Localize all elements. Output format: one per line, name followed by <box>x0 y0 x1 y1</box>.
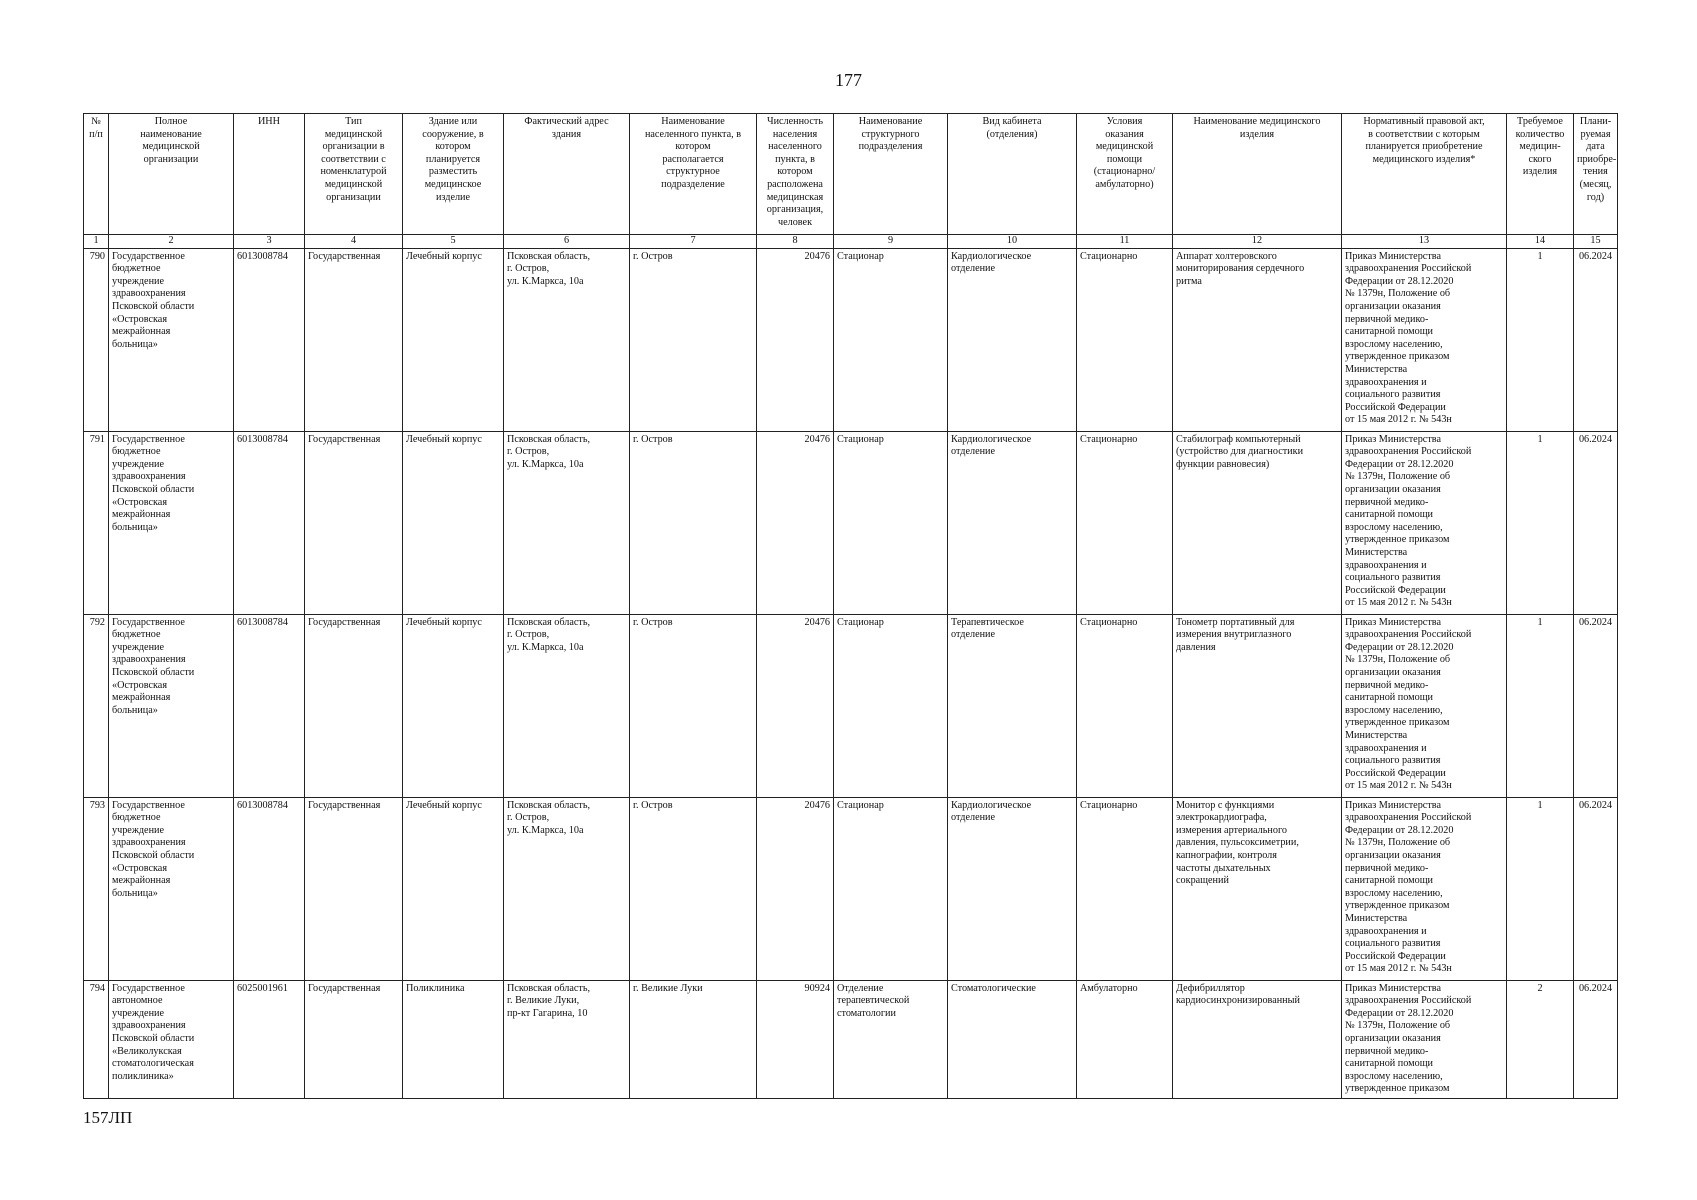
conditions: Стационарно <box>1077 797 1173 980</box>
building: Лечебный корпус <box>403 431 504 614</box>
cabinet: Кардиологическое отделение <box>948 797 1077 980</box>
planned-date: 06.2024 <box>1574 614 1618 797</box>
device-name: Дефибриллятор кардиосинхронизированный <box>1173 980 1342 1098</box>
header-cabinet: Вид кабинета (отделения) <box>948 114 1077 235</box>
conditions: Амбулаторно <box>1077 980 1173 1098</box>
legal-act: Приказ Министерства здравоохранения Российской Федерации от 28.12.2020 № 1379н, Положение об организации оказания первичной медико- санитарной помощи взрослому населению, утвержденное приказом <box>1342 980 1507 1098</box>
device-name: Стабилограф компьютерный (устройство для диагностики функции равновесия) <box>1173 431 1342 614</box>
legal-act: Приказ Министерства здравоохранения Российской Федерации от 28.12.2020 № 1379н, Положение об организации оказания первичной медико- санитарной помощи взрослому населению, утвержденное приказом Министерства здравоохранения и социального развития Российской Федерации от 15 мая 2012 г. № 543н <box>1342 797 1507 980</box>
quantity: 1 <box>1507 431 1574 614</box>
org-name: Государственное бюджетное учреждение здравоохранения Псковской области «Островская межрайонная больница» <box>109 797 234 980</box>
address: Псковская область, г. Остров, ул. К.Маркса, 10а <box>504 248 630 431</box>
population: 20476 <box>757 614 834 797</box>
org-name: Государственное бюджетное учреждение здравоохранения Псковской области «Островская межрайонная больница» <box>109 614 234 797</box>
equipment-table <box>83 113 1618 1099</box>
planned-date: 06.2024 <box>1574 797 1618 980</box>
header-address: Фактический адрес здания <box>504 114 630 235</box>
planned-date: 06.2024 <box>1574 980 1618 1098</box>
locality: г. Остров <box>630 614 757 797</box>
header-conditions: Условия оказания медицинской помощи (стационарно/ амбулаторно) <box>1077 114 1173 235</box>
column-number: 14 <box>1507 235 1574 249</box>
planned-date: 06.2024 <box>1574 248 1618 431</box>
header-locality: Наименование населенного пункта, в котором располагается структурное подразделение <box>630 114 757 235</box>
page-number: 177 <box>835 70 862 90</box>
header-org: Полное наименование медицинской организации <box>109 114 234 235</box>
inn: 6013008784 <box>234 431 305 614</box>
row-number: 793 <box>84 797 109 980</box>
column-number: 2 <box>109 235 234 249</box>
column-number: 12 <box>1173 235 1342 249</box>
column-number: 9 <box>834 235 948 249</box>
column-number: 4 <box>305 235 403 249</box>
column-number: 3 <box>234 235 305 249</box>
legal-act: Приказ Министерства здравоохранения Российской Федерации от 28.12.2020 № 1379н, Положение об организации оказания первичной медико- санитарной помощи взрослому населению, утвержденное приказом Министерства здравоохранения и социального развития Российской Федерации от 15 мая 2012 г. № 543н <box>1342 431 1507 614</box>
header-device: Наименование медицинского изделия <box>1173 114 1342 235</box>
column-number: 10 <box>948 235 1077 249</box>
building: Поликлиника <box>403 980 504 1098</box>
header-legal-act: Нормативный правовой акт, в соответствии с которым планируется приобретение медицинского изделия* <box>1342 114 1507 235</box>
division: Стационар <box>834 431 948 614</box>
column-number: 8 <box>757 235 834 249</box>
column-number: 6 <box>504 235 630 249</box>
device-name: Тонометр портативный для измерения внутриглазного давления <box>1173 614 1342 797</box>
division: Стационар <box>834 248 948 431</box>
population: 20476 <box>757 248 834 431</box>
population: 20476 <box>757 431 834 614</box>
inn: 6025001961 <box>234 980 305 1098</box>
row-number: 791 <box>84 431 109 614</box>
header-date: Плани- руемая дата приобре- тения (месяц, год) <box>1574 114 1618 235</box>
table-row <box>84 980 1618 1098</box>
inn: 6013008784 <box>234 248 305 431</box>
locality: г. Великие Луки <box>630 980 757 1098</box>
header-inn: ИНН <box>234 114 305 235</box>
building: Лечебный корпус <box>403 797 504 980</box>
org-name: Государственное автономное учреждение здравоохранения Псковской области «Великолукская стоматологическая поликлиника» <box>109 980 234 1098</box>
table-row <box>84 431 1618 614</box>
org-type: Государственная <box>305 797 403 980</box>
conditions: Стационарно <box>1077 614 1173 797</box>
header-quantity: Требуемое количество медицин- ского изделия <box>1507 114 1574 235</box>
header-division: Наименование структурного подразделения <box>834 114 948 235</box>
legal-act: Приказ Министерства здравоохранения Российской Федерации от 28.12.2020 № 1379н, Положение об организации оказания первичной медико- санитарной помощи взрослому населению, утвержденное приказом Министерства здравоохранения и социального развития Российской Федерации от 15 мая 2012 г. № 543н <box>1342 614 1507 797</box>
table-row <box>84 248 1618 431</box>
locality: г. Остров <box>630 797 757 980</box>
org-type: Государственная <box>305 614 403 797</box>
device-name: Аппарат холтеровского мониторирования сердечного ритма <box>1173 248 1342 431</box>
building: Лечебный корпус <box>403 248 504 431</box>
population: 20476 <box>757 797 834 980</box>
locality: г. Остров <box>630 248 757 431</box>
quantity: 1 <box>1507 797 1574 980</box>
cabinet: Кардиологическое отделение <box>948 431 1077 614</box>
column-number: 13 <box>1342 235 1507 249</box>
column-number: 11 <box>1077 235 1173 249</box>
building: Лечебный корпус <box>403 614 504 797</box>
division: Отделение терапевтической стоматологии <box>834 980 948 1098</box>
quantity: 1 <box>1507 248 1574 431</box>
quantity: 1 <box>1507 614 1574 797</box>
column-number: 5 <box>403 235 504 249</box>
conditions: Стационарно <box>1077 248 1173 431</box>
column-number-row <box>84 235 1618 249</box>
planned-date: 06.2024 <box>1574 431 1618 614</box>
org-name: Государственное бюджетное учреждение здравоохранения Псковской области «Островская межрайонная больница» <box>109 248 234 431</box>
column-number: 15 <box>1574 235 1618 249</box>
table-row <box>84 797 1618 980</box>
quantity: 2 <box>1507 980 1574 1098</box>
conditions: Стационарно <box>1077 431 1173 614</box>
row-number: 790 <box>84 248 109 431</box>
address: Псковская область, г. Остров, ул. К.Маркса, 10а <box>504 797 630 980</box>
inn: 6013008784 <box>234 614 305 797</box>
header-org-type: Тип медицинской организации в соответствии с номенклатурой медицинской организации <box>305 114 403 235</box>
row-number: 794 <box>84 980 109 1098</box>
address: Псковская область, г. Остров, ул. К.Маркса, 10а <box>504 431 630 614</box>
population: 90924 <box>757 980 834 1098</box>
locality: г. Остров <box>630 431 757 614</box>
org-type: Государственная <box>305 431 403 614</box>
cabinet: Терапевтическое отделение <box>948 614 1077 797</box>
device-name: Монитор с функциями электрокардиографа, измерения артериального давления, пульсоксиметрии, капнографии, контроля частоты дыхательных сокращений <box>1173 797 1342 980</box>
org-type: Государственная <box>305 980 403 1098</box>
header-population: Численность населения населенного пункта, в котором расположена медицинская организация, человек <box>757 114 834 235</box>
row-number: 792 <box>84 614 109 797</box>
header-row <box>84 114 1618 235</box>
org-name: Государственное бюджетное учреждение здравоохранения Псковской области «Островская межрайонная больница» <box>109 431 234 614</box>
column-number: 7 <box>630 235 757 249</box>
division: Стационар <box>834 797 948 980</box>
header-building: Здание или сооружение, в котором планируется разместить медицинское изделие <box>403 114 504 235</box>
address: Псковская область, г. Великие Луки, пр-кт Гагарина, 10 <box>504 980 630 1098</box>
division: Стационар <box>834 614 948 797</box>
cabinet: Стоматологические <box>948 980 1077 1098</box>
org-type: Государственная <box>305 248 403 431</box>
column-number: 1 <box>84 235 109 249</box>
legal-act: Приказ Министерства здравоохранения Российской Федерации от 28.12.2020 № 1379н, Положение об организации оказания первичной медико- санитарной помощи взрослому населению, утвержденное приказом Министерства здравоохранения и социального развития Российской Федерации от 15 мая 2012 г. № 543н <box>1342 248 1507 431</box>
table-row <box>84 614 1618 797</box>
address: Псковская область, г. Остров, ул. К.Маркса, 10а <box>504 614 630 797</box>
header-num: № п/п <box>84 114 109 235</box>
inn: 6013008784 <box>234 797 305 980</box>
cabinet: Кардиологическое отделение <box>948 248 1077 431</box>
document-code: 157ЛП <box>83 1108 133 1127</box>
